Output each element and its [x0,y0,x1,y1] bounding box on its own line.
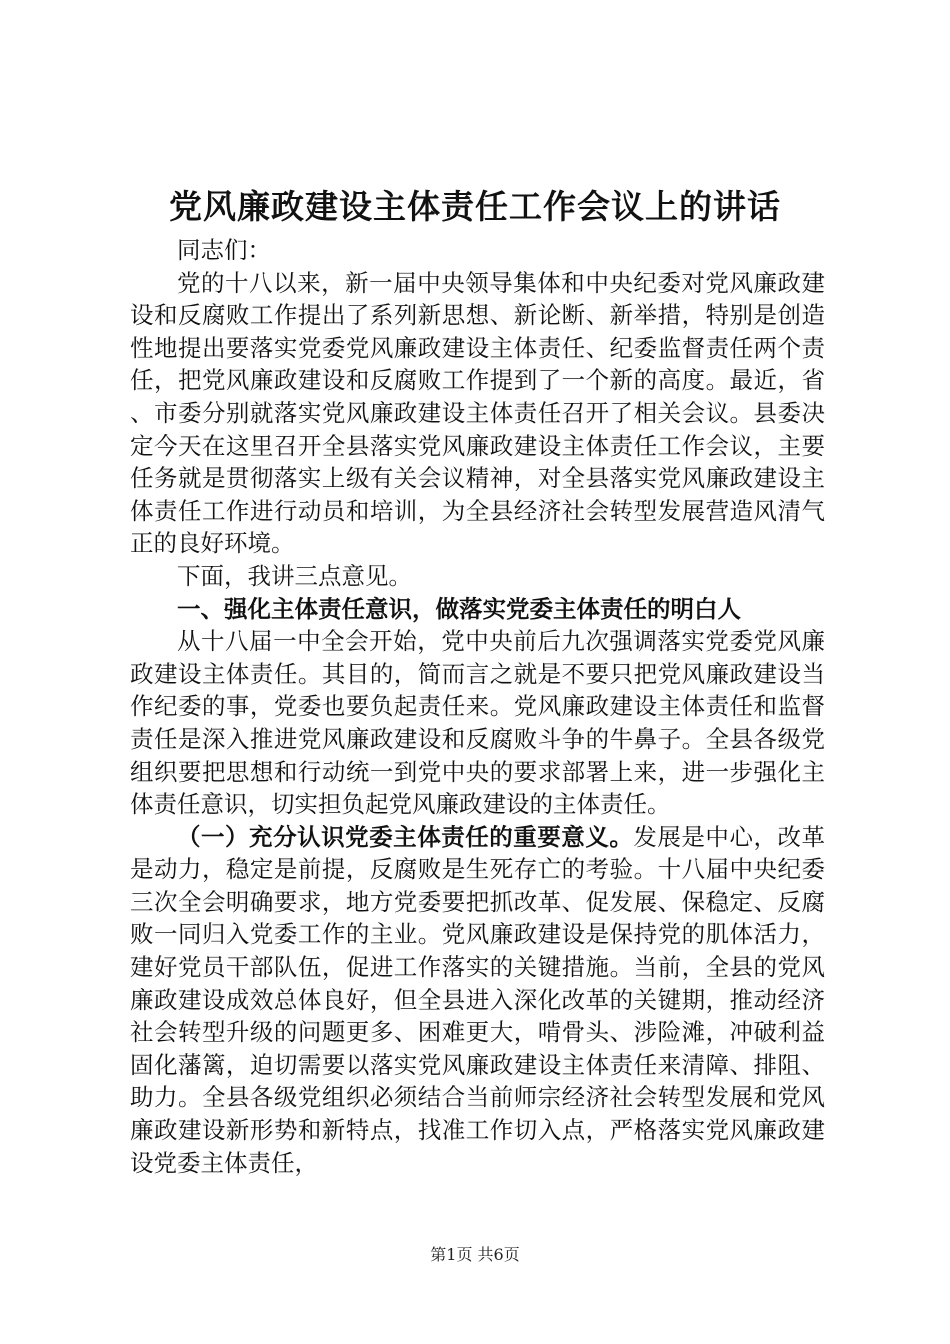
subsection-heading-1: （一）充分认识党委主体责任的重要意义。 [177,822,634,851]
paragraph-section-1: 从十八届一中全会开始，党中央前后九次强调落实党委党风廉政建设主体责任。其目的，简而言之就是不要只把党风廉政建设当作纪委的事，党委也要负起责任来。党风廉政建设主体责任和监督责任是深入推进党风廉政建设和反腐败斗争的牛鼻子。全县各级党组织要把思想和行动统一到党中央的要求部署上来，进一步强化主体责任意识，切实担负起党风廉政建设的主体责任。 [130,627,825,819]
page-footer: 第1页 共6页 [430,1245,520,1264]
subsection-body-1: 发展是中心，改革是动力，稳定是前提，反腐败是生死存亡的考验。十八届中央纪委三次全会明确要求，地方党委要把抓改革、促发展、保稳定、反腐败一同归入党委工作的主业。党风廉政建设是保持党的肌体活力，建好党员干部队伍，促进工作落实的关键措施。当前，全县的党风廉政建设成效总体良好，但全县进入深化改革的关键期，推动经济社会转型升级的问题更多、困难更大，啃骨头、涉险滩，冲破利益固化藩篱，迫切需要以落实党风廉政建设主体责任来清障、排阻、助力。全县各级党组织必须结合当前师宗经济社会转型发展和党风廉政建设新形势和新特点，找准工作切入点，严格落实党风廉政建设党委主体责任， [130,822,826,1177]
document-body [130,234,825,1179]
paragraph-subsection-1 [130,821,825,1180]
paragraph-intro: 党的十八以来，新一届中央领导集体和中央纪委对党风廉政建设和反腐败工作提出了系列新思想、新论断、新举措，特别是创造性地提出要落实党委党风廉政建设主体责任、纪委监督责任两个责任，把党风廉政建设和反腐败工作提到了一个新的高度。最近，省、市委分别就落实党风廉政建设主体责任召开了相关会议。县委决定今天在这里召开全县落实党风廉政建设主体责任工作会议，主要任务就是贯彻落实上级有关会议精神，对全县落实党风廉政建设主体责任工作进行动员和培训，为全县经济社会转型发展营造风清气正的良好环境。 [130,268,825,558]
section-heading-1: 一、强化主体责任意识，做落实党委主体责任的明白人 [177,594,741,623]
salutation: 同志们： [177,236,271,264]
document-title: 党风廉政建设主体责任工作会议上的讲话 [169,187,781,226]
paragraph-outline: 下面，我讲三点意见。 [177,561,412,590]
